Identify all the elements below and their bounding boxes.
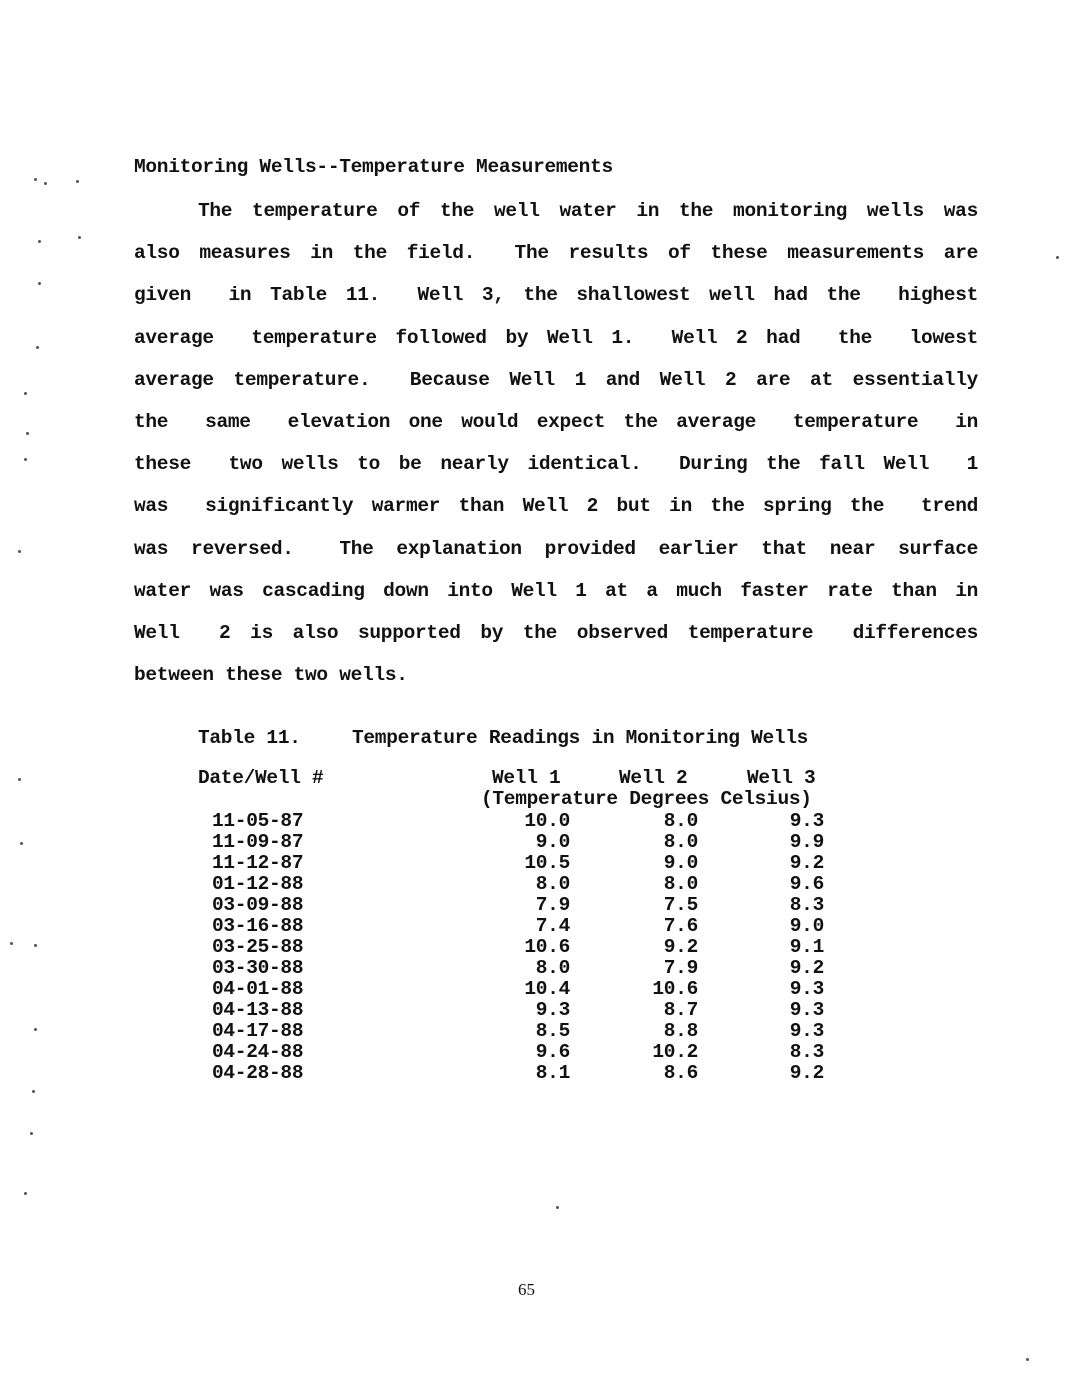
cell-well-2: 9.0 [663, 852, 698, 874]
cell-well-3: 9.2 [789, 1062, 824, 1084]
cell-well-1: 8.1 [535, 1062, 570, 1084]
scan-speck [24, 458, 27, 461]
paragraph-line: given in Table 11. Well 3, the shallowest well had the highest [134, 284, 978, 307]
cell-well-2: 8.6 [663, 1062, 698, 1084]
table-row [0, 853, 1068, 874]
table-row [0, 916, 1068, 937]
cell-well-2: 10.6 [652, 978, 698, 1000]
cell-well-1: 9.0 [535, 831, 570, 853]
cell-date: 11-05-87 [212, 810, 304, 832]
cell-well-1: 8.5 [535, 1020, 570, 1042]
table-label: Table 11. [198, 727, 301, 749]
cell-well-1: 7.4 [535, 915, 570, 937]
cell-well-2: 7.9 [663, 957, 698, 979]
scan-speck [26, 432, 29, 435]
scan-speck [1056, 256, 1059, 259]
cell-well-2: 7.5 [663, 894, 698, 916]
scan-speck [32, 1090, 35, 1093]
scan-speck [34, 178, 37, 181]
cell-well-1: 10.6 [524, 936, 570, 958]
scan-speck [34, 1028, 37, 1031]
page-number: 65 [518, 1280, 535, 1299]
header-units: (Temperature Degrees Celsius) [481, 788, 812, 810]
table-row [0, 811, 1068, 832]
cell-well-3: 9.3 [789, 978, 824, 1000]
cell-date: 03-25-88 [212, 936, 304, 958]
scan-speck [18, 550, 21, 553]
scan-speck [76, 180, 79, 183]
cell-well-2: 9.2 [663, 936, 698, 958]
scan-speck [18, 778, 21, 781]
table-row [0, 1021, 1068, 1042]
cell-well-1: 9.3 [535, 999, 570, 1021]
cell-well-3: 9.1 [789, 936, 824, 958]
header-well-2: Well 2 [619, 767, 688, 789]
cell-well-3: 9.3 [789, 999, 824, 1021]
paragraph-line: water was cascading down into Well 1 at a much faster rate than in [134, 579, 978, 602]
cell-well-3: 9.6 [789, 873, 824, 895]
scan-speck [38, 240, 41, 243]
cell-date: 03-09-88 [212, 894, 304, 916]
cell-well-3: 8.3 [789, 894, 824, 916]
cell-well-1: 9.6 [535, 1041, 570, 1063]
scan-speck [38, 282, 41, 285]
header-well-3: Well 3 [747, 767, 816, 789]
scan-speck [44, 182, 47, 185]
cell-well-3: 9.0 [789, 915, 824, 937]
cell-well-3: 9.2 [789, 852, 824, 874]
cell-well-2: 10.2 [652, 1041, 698, 1063]
table-row [0, 958, 1068, 979]
cell-well-3: 9.9 [789, 831, 824, 853]
table-row [0, 1063, 1068, 1084]
cell-date: 04-24-88 [212, 1041, 304, 1063]
scan-speck [24, 392, 27, 395]
cell-date: 04-01-88 [212, 978, 304, 1000]
header-date: Date/Well # [198, 767, 324, 789]
cell-date: 11-12-87 [212, 852, 304, 874]
scan-speck [36, 346, 39, 349]
cell-well-1: 10.4 [524, 978, 570, 1000]
table-row [0, 832, 1068, 853]
table-row [0, 874, 1068, 895]
paragraph-line: was significantly warmer than Well 2 but in the spring the trend [134, 495, 978, 518]
cell-well-1: 10.0 [524, 810, 570, 832]
table-row [0, 937, 1068, 958]
cell-well-1: 7.9 [535, 894, 570, 916]
paragraph-line: average temperature. Because Well 1 and Well 2 are at essentially [134, 368, 978, 391]
scan-speck [78, 236, 81, 239]
cell-well-3: 9.2 [789, 957, 824, 979]
body-paragraph [134, 199, 978, 705]
paragraph-line: the same elevation one would expect the average temperature in [134, 410, 978, 433]
cell-well-1: 10.5 [524, 852, 570, 874]
scan-speck [30, 1132, 33, 1135]
scan-speck [556, 1206, 559, 1209]
cell-date: 04-13-88 [212, 999, 304, 1021]
scan-speck [24, 1192, 27, 1195]
scan-speck [34, 944, 37, 947]
paragraph-line: Well 2 is also supported by the observed temperature differences [134, 621, 978, 644]
paragraph-line: also measures in the field. The results of these measurements are [134, 242, 978, 265]
cell-well-3: 9.3 [789, 1020, 824, 1042]
cell-well-1: 8.0 [535, 873, 570, 895]
scan-speck [1026, 1358, 1029, 1361]
cell-well-2: 8.7 [663, 999, 698, 1021]
header-well-1: Well 1 [492, 767, 561, 789]
cell-well-2: 8.8 [663, 1020, 698, 1042]
table-row [0, 1000, 1068, 1021]
cell-well-2: 7.6 [663, 915, 698, 937]
cell-date: 11-09-87 [212, 831, 304, 853]
cell-well-2: 8.0 [663, 873, 698, 895]
cell-well-3: 9.3 [789, 810, 824, 832]
table-row [0, 1042, 1068, 1063]
paragraph-line: between these two wells. [134, 664, 408, 687]
cell-date: 03-30-88 [212, 957, 304, 979]
cell-well-2: 8.0 [663, 831, 698, 853]
cell-date: 04-28-88 [212, 1062, 304, 1084]
table-row [0, 895, 1068, 916]
cell-well-2: 8.0 [663, 810, 698, 832]
cell-date: 03-16-88 [212, 915, 304, 937]
scan-speck [20, 842, 23, 845]
paragraph-line: average temperature followed by Well 1. Well 2 had the lowest [134, 326, 978, 349]
paragraph-line: these two wells to be nearly identical. During the fall Well 1 [134, 453, 978, 476]
paragraph-line: was reversed. The explanation provided earlier that near surface [134, 537, 978, 560]
section-heading: Monitoring Wells--Temperature Measurements [134, 156, 613, 178]
table-row [0, 979, 1068, 1000]
paragraph-line: The temperature of the well water in the monitoring wells was [198, 200, 978, 222]
cell-date: 04-17-88 [212, 1020, 304, 1042]
cell-date: 01-12-88 [212, 873, 304, 895]
table-title: Temperature Readings in Monitoring Wells [352, 727, 809, 749]
scan-speck [10, 942, 13, 945]
cell-well-3: 8.3 [789, 1041, 824, 1063]
cell-well-1: 8.0 [535, 957, 570, 979]
